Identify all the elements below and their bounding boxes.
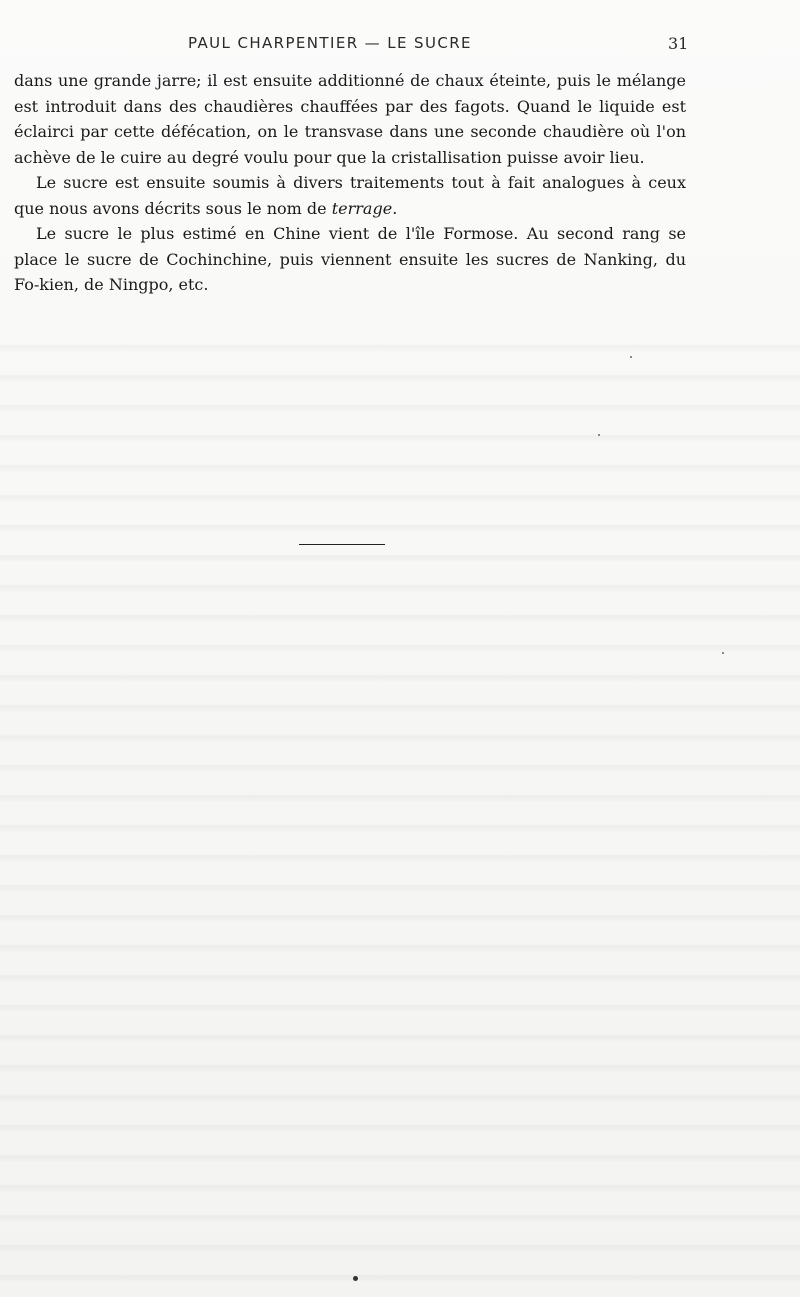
paper-speck	[598, 434, 600, 436]
paragraph-3-text: Le sucre le plus estimé en Chine vient de l'île Formose. Au second rang se place le sucre de Cochinchine, puis viennent ensuite les sucres de Nanking, du Fo-kien, de Ningpo, etc.	[14, 224, 686, 294]
body-text	[14, 68, 686, 298]
paragraph-2-text: Le sucre est ensuite soumis à divers traitements tout à fait analogues à ceux que nous avons décrits sous le nom de	[14, 173, 686, 218]
footer-dot	[353, 1276, 358, 1281]
running-header: PAUL CHARPENTIER — LE SUCRE	[188, 34, 472, 52]
paragraph-3	[14, 221, 686, 298]
section-end-rule	[299, 544, 385, 545]
paragraph-2-emphasis: terrage	[331, 198, 393, 218]
paragraph-1-text: dans une grande jarre; il est ensuite additionné de chaux éteinte, puis le mélange est introduit dans des chaudières chauffées par des fagots. Quand le liquide est éclairci par cette défécation, on le transvase dans une seconde chaudière où l'on achève de le cuire au degré voulu pour que la cristallisation puisse avoir lieu.	[14, 71, 686, 167]
paragraph-2-text-end: .	[392, 198, 398, 218]
paper-speck	[630, 356, 632, 358]
paragraph-1	[14, 68, 686, 170]
paragraph-2	[14, 170, 686, 221]
page-number: 31	[668, 34, 689, 53]
show-through-background	[0, 330, 800, 1290]
paper-speck	[722, 652, 724, 654]
